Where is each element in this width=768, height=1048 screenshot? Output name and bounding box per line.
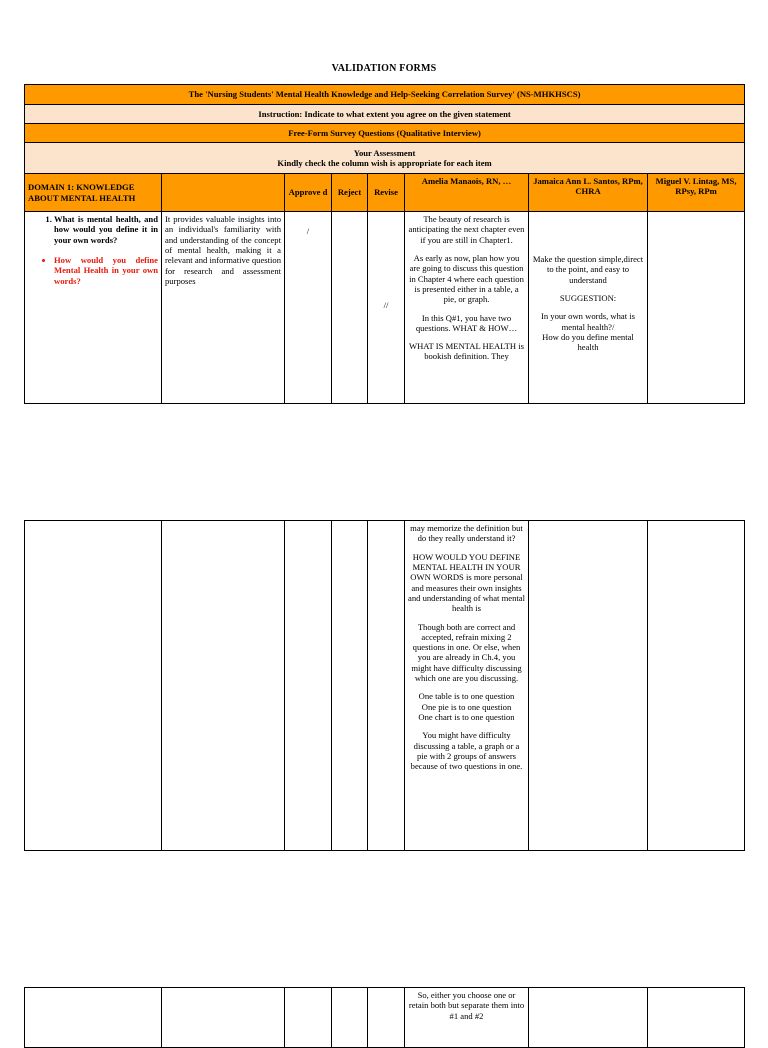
validator-2-comments [529,212,648,404]
validator-2-comments-cont [529,521,648,851]
validator-1-comment-cont-4: One table is to one question One pie is to one question One chart is to one question [418,691,515,722]
rationale-cell-next [162,988,285,1048]
header-reject: Reject [332,174,368,212]
validator-2-comment-4: How do you define mental health [542,331,634,353]
validator-3-comments [648,212,745,404]
section-title-band: Free-Form Survey Questions (Qualitative Interview) [25,124,745,143]
validator-2-comment-1: Make the question simple,direct to the point, and easy to understand [532,254,644,285]
question-cell-cont [25,521,162,851]
question-list [28,214,158,245]
survey-title-band: The 'Nursing Students' Mental Health Knowledge and Help-Seeking Correlation Survey' (NS-MHKHSCS) [25,85,745,105]
revise-cell-cont [368,521,405,851]
validator-1-comments-next [405,988,529,1048]
approve-mark: / [285,212,332,404]
validator-2-comment-3: In your own words, what is mental health?/ [540,311,636,332]
assessment-title: Your Assessment [353,147,416,158]
header-blank [162,174,285,212]
validator-1-comments [405,212,529,404]
validator-1-comment-cont-3: Though both are correct and accepted, refrain mixing 2 questions in one. Or else, when you are already in Ch.4, you might have difficulty discussing which one are you discussing. [411,621,522,684]
validator-2-comment-2: SUGGESTION: [559,292,617,303]
header-approved: Approve d [285,174,332,212]
validator-1-comments-cont [405,521,529,851]
validator-3-comments-next [648,988,745,1048]
header-validator-3: Miguel V. Lintag, MS, RPsy, RPm [648,174,745,212]
validator-1-comment-2: As early as now, plan how you are going to discuss this question in Chapter 4 where each question is presented either in a table, a pie, or graph. [409,252,524,305]
validator-1-comment-4: WHAT IS MENTAL HEALTH is bookish definition. They [408,341,524,362]
reject-cell [332,212,368,404]
revised-question-list [28,255,158,286]
assessment-subtitle: Kindly check the column wish is appropriate for each item [277,158,492,168]
revise-cell-next [368,988,405,1048]
revise-mark: // [368,212,405,404]
validator-1-comment-cont-1: may memorize the definition but do they really understand it? [410,523,523,544]
header-validator-2: Jamaica Ann L. Santos, RPm, CHRA [529,174,648,212]
rationale-cell-cont [162,521,285,851]
validator-1-comment-cont-5: You might have difficulty discussing a table, a graph or a pie with 2 groups of answers because of two questions in one. [410,730,523,772]
question-cell [25,212,162,404]
validator-1-comment-1: The beauty of research is anticipating the next chapter even if you are still in Chapter1. [408,214,525,245]
validator-2-comments-next [529,988,648,1048]
validator-1-comment-3: In this Q#1, you have two questions. WHAT & HOW… [415,312,518,333]
validation-table-part-1 [24,84,745,404]
instruction-band: Instruction: Indicate to what extent you agree on the given statement [25,105,745,124]
rationale-cell: It provides valuable insights into an individual's familiarity with and understanding of the concept of mental health, making it a relevant and informative question for research and assessment purposes [162,212,285,404]
validator-1-comment-next-1: So, either you choose one or retain both but separate them into #1 and #2 [408,990,525,1021]
validation-table-part-2 [24,520,745,851]
header-revise: Revise [368,174,405,212]
reject-cell-next [332,988,368,1048]
header-domain: DOMAIN 1: KNOWLEDGE ABOUT MENTAL HEALTH [25,174,162,212]
reject-cell-cont [332,521,368,851]
validator-3-comments-cont [648,521,745,851]
approve-cell-next [285,988,332,1048]
validation-table-part-3 [24,987,745,1048]
approve-cell-cont [285,521,332,851]
question-cell-next [25,988,162,1048]
question-1: 1. What is mental health, and how would you define it in your own words? [54,214,158,245]
assessment-band [25,143,745,174]
validator-1-comment-cont-2: HOW WOULD YOU DEFINE MENTAL HEALTH IN YOUR OWN WORDS is more personal and measures their own insights and understanding of what mental health is [408,551,525,614]
header-validator-1: Amelia Manaois, RN, … [405,174,529,212]
revised-question: • How would you define Mental Health in your own words? [54,255,158,286]
document-title: VALIDATION FORMS [331,63,437,74]
